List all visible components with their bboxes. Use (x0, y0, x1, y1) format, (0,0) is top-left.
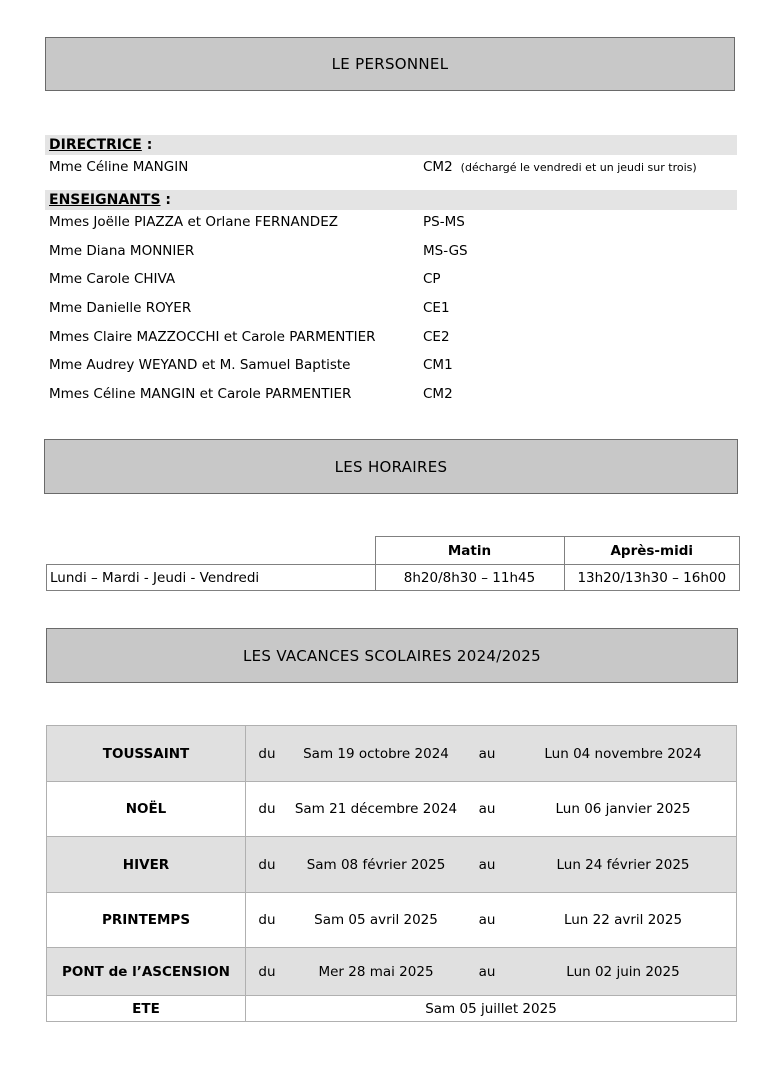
du-label: du (246, 726, 289, 782)
horaires-banner (44, 439, 738, 494)
teacher-class: CE2 (423, 329, 450, 345)
teacher-name: Mme Diana MONNIER (49, 243, 195, 259)
directrice-label: DIRECTRICE (49, 137, 142, 153)
teacher-name: Mme Carole CHIVA (49, 271, 176, 287)
vacation-start: Sam 21 décembre 2024 (288, 782, 464, 837)
vacation-name: NOËL (47, 782, 246, 837)
vacation-name: ETE (47, 996, 246, 1022)
horaires-title: LES HORAIRES (334, 457, 448, 476)
days-cell: Lundi – Mardi - Jeudi - Vendredi (47, 565, 376, 591)
matin-cell: 8h20/8h30 – 11h45 (375, 565, 564, 591)
teacher-class: CP (423, 271, 441, 287)
vacation-row (47, 726, 737, 782)
matin-header: Matin (375, 537, 564, 565)
vacation-name: PONT de l’ASCENSION (47, 948, 246, 996)
vacation-end: Lun 22 avril 2025 (510, 893, 737, 948)
personnel-title: LE PERSONNEL (331, 55, 449, 73)
vacances-title: LES VACANCES SCOLAIRES 2024/2025 (243, 646, 541, 665)
vacation-end: Lun 04 novembre 2024 (510, 726, 737, 782)
teacher-name: Mme Danielle ROYER (49, 300, 192, 316)
vacation-row (47, 837, 737, 893)
vacances-banner (46, 628, 738, 683)
teacher-name: Mmes Claire MAZZOCCHI et Carole PARMENTIER (49, 329, 376, 345)
au-label: au (464, 782, 510, 837)
vacation-end: Lun 02 juin 2025 (510, 948, 737, 996)
vacances-table (46, 725, 737, 1022)
teacher-name: Mmes Joëlle PIAZZA et Orlane FERNANDEZ (49, 214, 338, 230)
teacher-class: MS-GS (423, 243, 468, 259)
horaires-table (46, 536, 740, 591)
vacation-start: Sam 08 février 2025 (288, 837, 464, 893)
vacation-name: HIVER (47, 837, 246, 893)
vacation-end: Lun 24 février 2025 (510, 837, 737, 893)
teacher-name: Mmes Céline MANGIN et Carole PARMENTIER (49, 386, 352, 402)
directrice-class (423, 159, 697, 175)
directrice-note: (déchargé le vendredi et un jeudi sur trois) (460, 161, 697, 174)
du-label: du (246, 893, 289, 948)
teacher-name: Mme Audrey WEYAND et M. Samuel Baptiste (49, 357, 351, 373)
vacation-end: Lun 06 janvier 2025 (510, 782, 737, 837)
au-label: au (464, 726, 510, 782)
vacation-row (47, 948, 737, 996)
vacation-start: Sam 19 octobre 2024 (288, 726, 464, 782)
directrice-header: DIRECTRICE : (45, 135, 737, 155)
du-label: du (246, 948, 289, 996)
vacation-start: Mer 28 mai 2025 (288, 948, 464, 996)
apres-midi-cell: 13h20/13h30 – 16h00 (564, 565, 740, 591)
vacation-row (47, 893, 737, 948)
au-label: au (464, 893, 510, 948)
enseignants-label: ENSEIGNANTS (49, 192, 161, 208)
au-label: au (464, 837, 510, 893)
du-label: du (246, 782, 289, 837)
teacher-class: CE1 (423, 300, 450, 316)
directrice-name: Mme Céline MANGIN (49, 159, 189, 175)
ete-date: Sam 05 juillet 2025 (246, 996, 737, 1022)
vacation-name: PRINTEMPS (47, 893, 246, 948)
vacation-start: Sam 05 avril 2025 (288, 893, 464, 948)
directrice-class-value: CM2 (423, 159, 453, 175)
enseignants-header: ENSEIGNANTS : (45, 190, 737, 210)
personnel-banner (45, 37, 735, 91)
empty-cell (47, 537, 376, 565)
au-label: au (464, 948, 510, 996)
teacher-class: CM1 (423, 357, 453, 373)
vacation-name: TOUSSAINT (47, 726, 246, 782)
vacation-row-ete (47, 996, 737, 1022)
du-label: du (246, 837, 289, 893)
teacher-class: CM2 (423, 386, 453, 402)
vacation-row (47, 782, 737, 837)
teacher-class: PS-MS (423, 214, 465, 230)
apres-midi-header: Après-midi (564, 537, 740, 565)
